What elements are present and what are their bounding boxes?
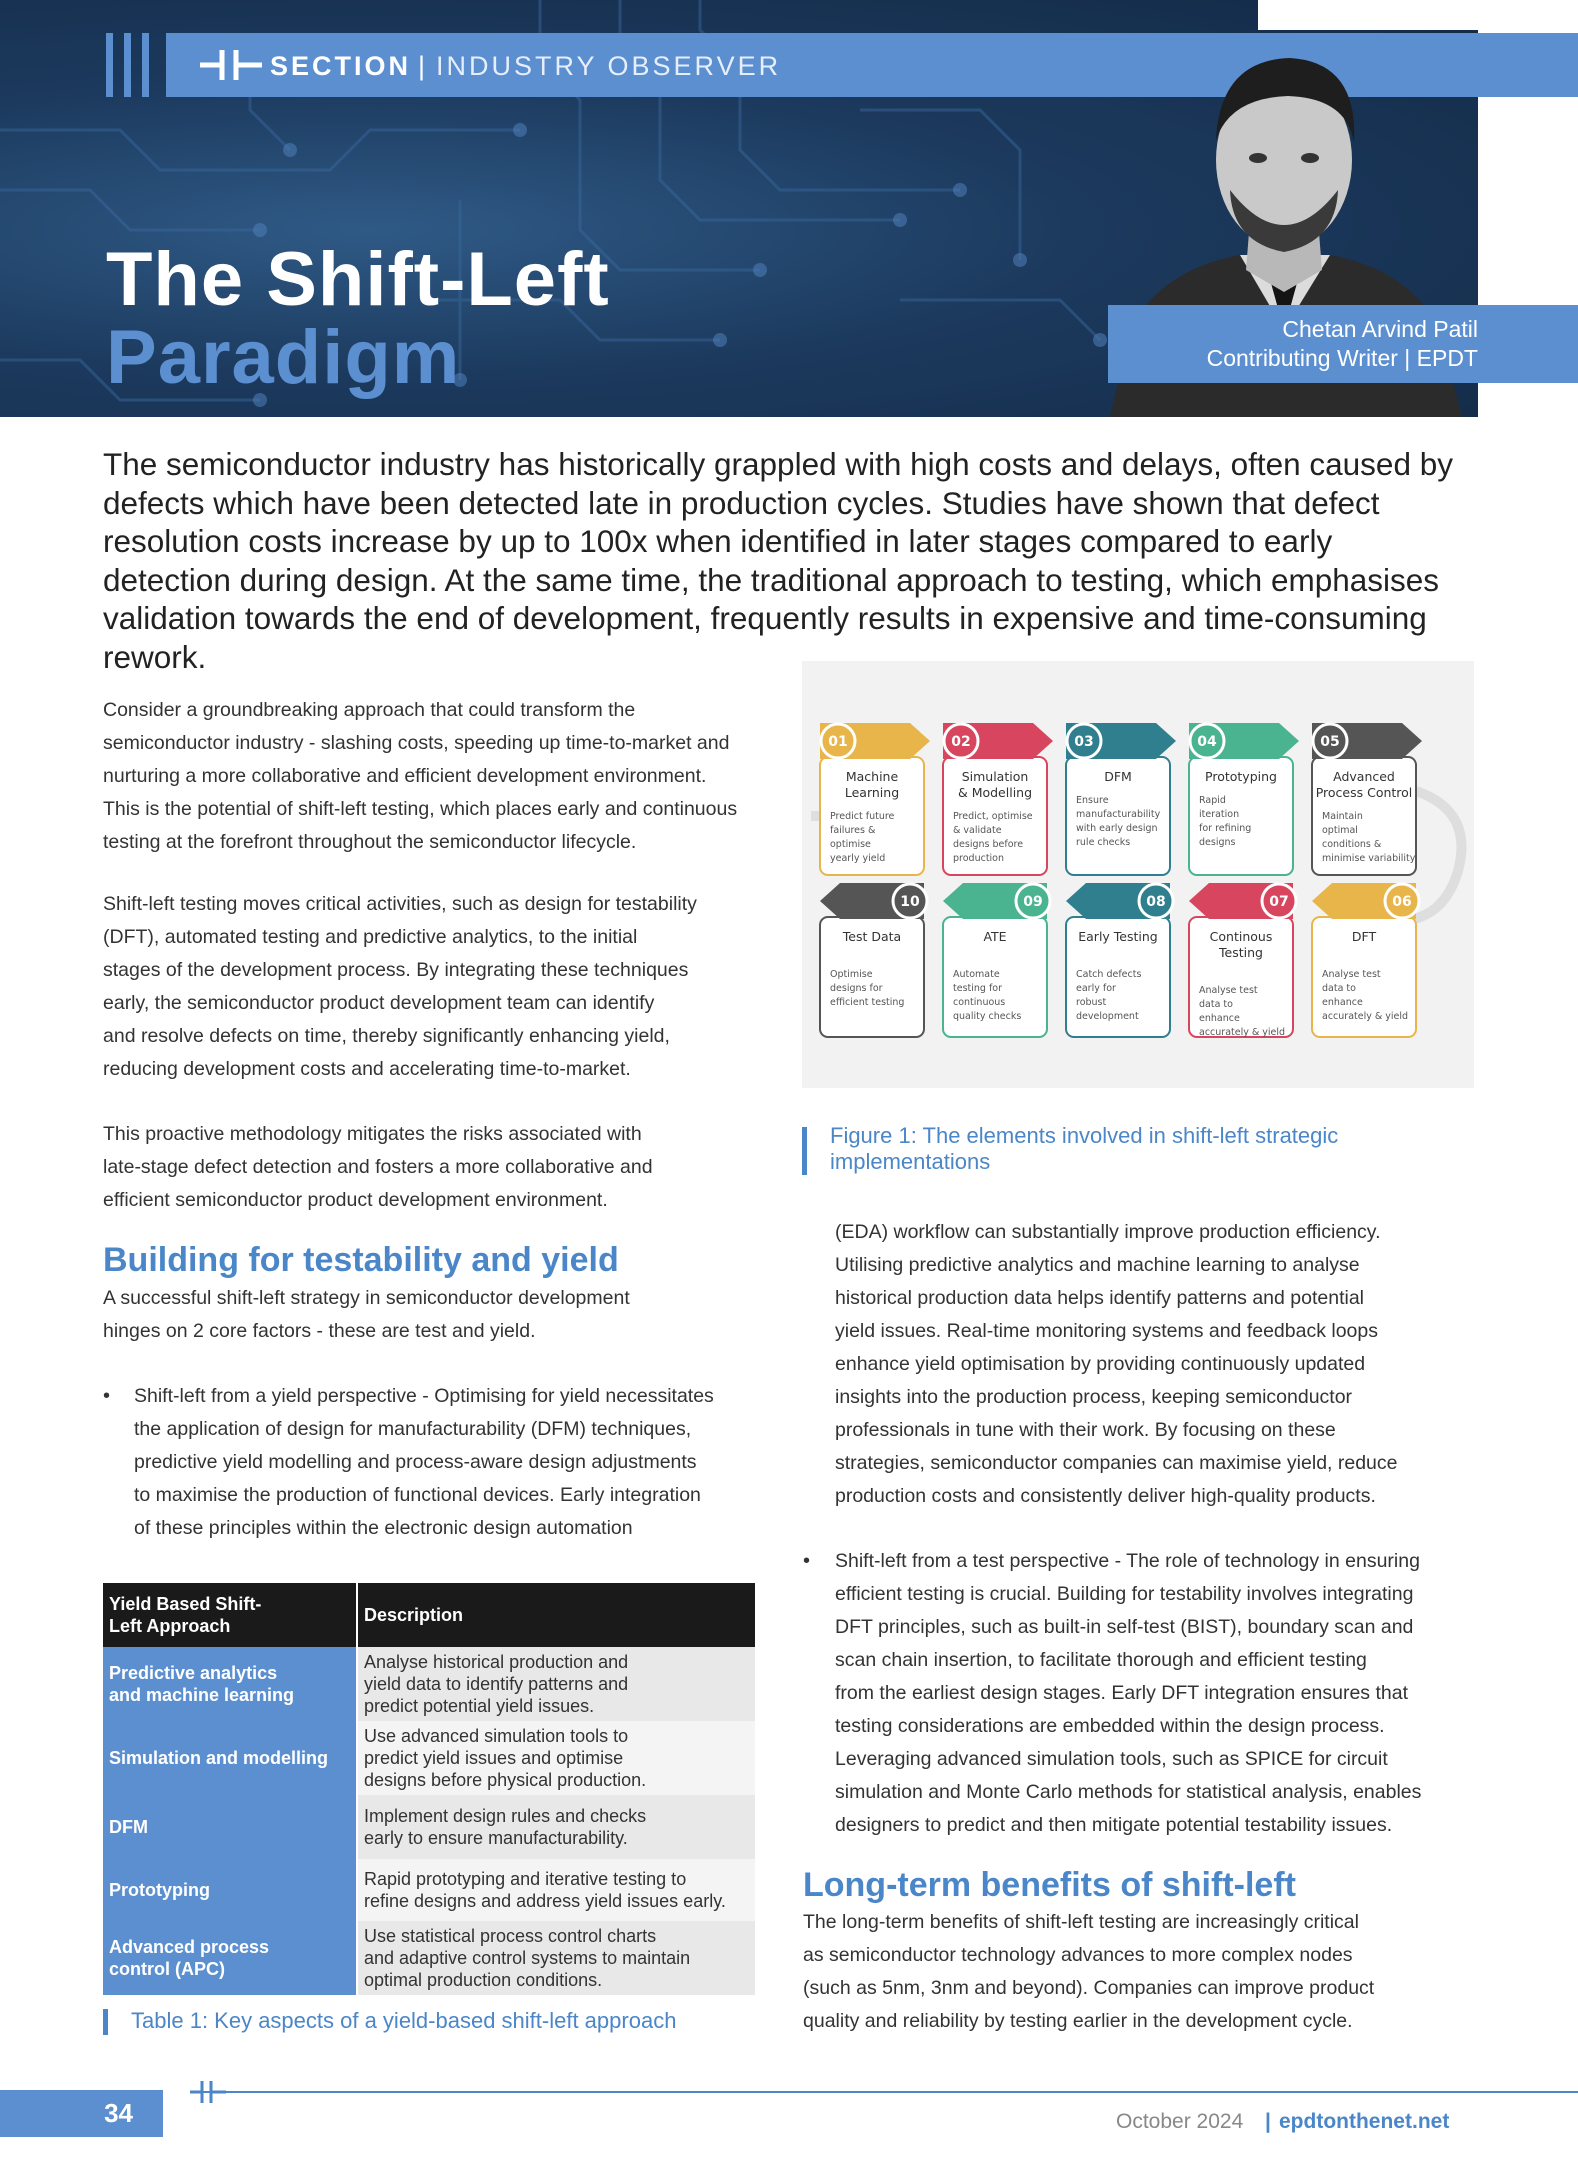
text-line: designers to predict and then mitigate potential testability issues. [835, 1814, 1393, 1836]
figure-caption-marker [802, 1127, 807, 1175]
step-title: Early Testing [1078, 929, 1158, 944]
loop-connector-right [1414, 791, 1461, 919]
header-text: Description [364, 1605, 464, 1625]
section-heading-long-term: Long-term benefits of shift-left [803, 1866, 1296, 1904]
step-description: failures & [830, 825, 876, 836]
bullet-marker: • [103, 1385, 111, 1407]
text-line: scan chain insertion, to facilitate thorough and efficient testing [835, 1649, 1367, 1671]
cell-text: refine designs and address yield issues early. [364, 1891, 726, 1911]
step-description: continuous [953, 997, 1006, 1008]
table-header-row [103, 1583, 755, 1647]
step-description: Rapid [1199, 795, 1226, 806]
text-line: of these principles within the electronic design automation [134, 1517, 633, 1539]
step-description: robust [1076, 997, 1107, 1008]
process-step-card [1189, 883, 1296, 1038]
step-title: Continous [1209, 929, 1273, 944]
text-line: early, the semiconductor product development team can identify [103, 992, 655, 1014]
step-title: Testing [1219, 945, 1263, 960]
text-line: Leveraging advanced simulation tools, such as SPICE for circuit [835, 1748, 1388, 1770]
text-line: This is the potential of shift-left testing, which places early and continuous [103, 798, 738, 820]
text-line: hinges on 2 core factors - these are test and yield. [103, 1320, 536, 1342]
step-description: early for [1076, 983, 1116, 994]
step-number: 03 [1074, 734, 1094, 750]
yield-approach-table [103, 1583, 755, 1995]
table-row [103, 1859, 755, 1921]
step-number: 06 [1392, 894, 1412, 910]
step-number: 05 [1320, 734, 1340, 750]
header-text: Yield Based Shift- [109, 1594, 262, 1614]
text-line: as semiconductor technology advances to more complex nodes [803, 1944, 1353, 1966]
step-description: with early design [1076, 823, 1158, 834]
process-step-card [943, 723, 1053, 875]
text-line: predictive yield modelling and process-aware design adjustments [134, 1451, 697, 1473]
table-cell-description [357, 1921, 755, 1995]
text-line: professionals in tune with their work. By focusing on these [835, 1419, 1336, 1441]
text-line: simulation and Monte Carlo methods for statistical analysis, enables [835, 1781, 1422, 1803]
page-number: 34 [0, 2090, 163, 2137]
title-line-1: The Shift-Left [106, 237, 610, 322]
process-step-card [943, 883, 1050, 1037]
bullet-marker: • [803, 1550, 811, 1572]
section-label: SECTION [270, 51, 412, 81]
title-line-2: Paradigm [106, 315, 461, 400]
step-title: Simulation [961, 769, 1029, 784]
step-number: 07 [1269, 894, 1289, 910]
text-line: (DFT), automated testing and predictive analytics, to the initial [103, 926, 638, 948]
footer-website-link[interactable]: epdtonthenet.net [1279, 2110, 1450, 2133]
step-title: & Modelling [957, 785, 1033, 800]
footer-separator: | [1265, 2110, 1271, 2133]
text-line: and resolve defects on time, thereby significantly enhancing yield, [103, 1025, 670, 1047]
table-row [103, 1721, 755, 1795]
step-description: enhance [1199, 1013, 1240, 1024]
author-name: Chetan Arvind Patil [1282, 316, 1478, 342]
step-number: 10 [900, 894, 920, 910]
table-cell-description [357, 1795, 755, 1859]
body-paragraph-6 [803, 1906, 1473, 2038]
text-line: to maximise the production of functional devices. Early integration [134, 1484, 701, 1506]
process-step-card [820, 883, 927, 1037]
text-line: stages of the development process. By integrating these techniques [103, 959, 689, 981]
cell-text: Prototyping [109, 1880, 210, 1900]
hero-corner [1258, 0, 1578, 30]
bullet-test-perspective [835, 1545, 1475, 1842]
cell-text: Simulation and modelling [109, 1748, 329, 1768]
text-line: strategies, semiconductor companies can maximise yield, reduce [835, 1452, 1398, 1474]
table-header-description [357, 1583, 755, 1647]
cell-text: Advanced process [109, 1937, 270, 1957]
step-description: optimise [830, 839, 871, 850]
step-description: Predict future [830, 811, 895, 822]
table-row [103, 1795, 755, 1859]
step-description: designs for [830, 983, 883, 994]
cell-text: and machine learning [109, 1685, 295, 1705]
step-description: production [953, 853, 1005, 864]
cell-text: DFM [109, 1817, 148, 1837]
text-line: testing considerations are embedded within the design process. [835, 1715, 1385, 1737]
step-description: designs before [953, 839, 1024, 850]
body-paragraph-4 [103, 1282, 783, 1348]
section-divider: | [418, 51, 426, 81]
cell-text: yield data to identify patterns and [364, 1674, 629, 1694]
table-row [103, 1921, 755, 1995]
table-cell-approach [103, 1795, 357, 1859]
author-byline [1108, 305, 1578, 383]
step-description: Automate [953, 969, 1000, 980]
step-description: designs [1199, 837, 1236, 848]
table-cell-description [357, 1647, 755, 1721]
table-cell-approach [103, 1721, 357, 1795]
step-number: 08 [1146, 894, 1166, 910]
step-description: enhance [1322, 997, 1363, 1008]
text-line: Shift-left testing moves critical activities, such as design for testability [103, 893, 697, 915]
cell-text: Predictive analytics [109, 1663, 278, 1683]
step-description: accurately & yield [1322, 1011, 1409, 1022]
text-line: semiconductor industry - slashing costs, speeding up time-to-market and [103, 732, 730, 754]
step-title: Process Control [1315, 785, 1413, 800]
step-description: Maintain [1322, 811, 1363, 822]
step-description: Optimise [830, 969, 873, 980]
step-description: testing for [953, 983, 1003, 994]
cell-text: designs before physical production. [364, 1770, 647, 1790]
step-description: efficient testing [830, 997, 905, 1008]
header-text: Left Approach [109, 1616, 231, 1636]
body-paragraph-1 [103, 694, 783, 859]
text-line: historical production data helps identify patterns and potential [835, 1287, 1365, 1309]
text-line: This proactive methodology mitigates the risks associated with [103, 1123, 642, 1145]
step-description: optimal [1322, 825, 1358, 836]
cell-text: predict yield issues and optimise [364, 1748, 624, 1768]
table-caption-marker [103, 2009, 108, 2035]
circuit-symbol-icon [200, 47, 262, 83]
text-line: Shift-left from a test perspective - The role of technology in ensuring [835, 1550, 1420, 1572]
figure-diagram [802, 661, 1474, 1088]
text-line: A successful shift-left strategy in semiconductor development [103, 1287, 630, 1309]
table-cell-approach [103, 1647, 357, 1721]
text-line: (such as 5nm, 3nm and beyond). Companies can improve product [803, 1977, 1375, 1999]
text-line: reducing development costs and accelerating time-to-market. [103, 1058, 631, 1080]
cell-text: Use statistical process control charts [364, 1926, 657, 1946]
cell-text: control (APC) [109, 1959, 225, 1979]
step-description: iteration [1199, 809, 1240, 820]
circuit-symbol-icon [190, 2078, 226, 2106]
text-line: yield issues. Real-time monitoring systems and feedback loops [835, 1320, 1379, 1342]
step-description: accurately & yield [1199, 1027, 1286, 1038]
intro-paragraph: The semiconductor industry has historically grappled with high costs and delays, often caused by defects which have been detected late in production cycles. Studies have shown that defect resolution costs increase by up to 100x when identified in later stages compared to early detection during design. At the same time, the traditional approach to testing, which emphasises validation towards the end of development, frequently results in expensive and time-consuming rework. [103, 446, 1453, 675]
step-title: Test Data [842, 929, 902, 944]
process-step-card [1312, 883, 1419, 1037]
table-header-approach [103, 1583, 357, 1647]
table-cell-approach [103, 1859, 357, 1921]
footer-rule [190, 2091, 1578, 2093]
text-line: efficient semiconductor product development environment. [103, 1189, 608, 1211]
step-description: minimise variability [1322, 853, 1416, 864]
text-line: enhance yield optimisation by providing continuously updated [835, 1353, 1366, 1375]
figure-caption: Figure 1: The elements involved in shift-left strategic implementations [830, 1123, 1339, 1174]
text-line: efficient testing is crucial. Building for testability involves integrating [835, 1583, 1414, 1605]
step-title: DFT [1351, 929, 1377, 944]
text-line: (EDA) workflow can substantially improve production efficiency. [835, 1221, 1381, 1243]
process-step-card [1189, 723, 1299, 875]
cell-text: Analyse historical production and [364, 1652, 629, 1672]
text-line: Utilising predictive analytics and machine learning to analyse [835, 1254, 1360, 1276]
step-title: Prototyping [1205, 769, 1277, 784]
text-line: The long-term benefits of shift-left testing are increasingly critical [803, 1911, 1359, 1933]
step-description: rule checks [1076, 837, 1131, 848]
table-row [103, 1647, 755, 1721]
step-description: quality checks [953, 1011, 1022, 1022]
step-title: ATE [983, 929, 1007, 944]
cell-text: predict potential yield issues. [364, 1696, 595, 1716]
text-line: testing at the forefront throughout the semiconductor lifecycle. [103, 831, 637, 853]
text-line: late-stage defect detection and fosters a more collaborative and [103, 1156, 653, 1178]
body-paragraph-3 [103, 1118, 783, 1217]
cell-text: early to ensure manufacturability. [364, 1828, 628, 1848]
text-line: from the earliest design stages. Early DFT integration ensures that [835, 1682, 1409, 1704]
text-line: Shift-left from a yield perspective - Optimising for yield necessitates [134, 1385, 714, 1407]
section-heading-testability: Building for testability and yield [103, 1241, 619, 1279]
step-description: yearly yield [830, 853, 886, 864]
step-description: Ensure [1076, 795, 1109, 806]
body-paragraph-2 [103, 888, 783, 1086]
step-number: 01 [828, 734, 848, 750]
step-description: manufacturability [1076, 809, 1161, 820]
text-line: DFT principles, such as built-in self-test (BIST), boundary scan and [835, 1616, 1414, 1638]
figure-shift-left-elements [802, 661, 1474, 1088]
step-description: development [1076, 1011, 1139, 1022]
text-line: the application of design for manufacturability (DFM) techniques, [134, 1418, 692, 1440]
section-name: INDUSTRY OBSERVER [436, 51, 782, 81]
step-number: 09 [1023, 894, 1043, 910]
step-description: Catch defects [1076, 969, 1142, 980]
process-step-card [1312, 723, 1422, 875]
step-title: Advanced [1333, 769, 1395, 784]
step-description: Predict, optimise [953, 811, 1033, 822]
process-step-card [1066, 883, 1173, 1037]
cell-text: Implement design rules and checks [364, 1806, 647, 1826]
step-description: Analyse test [1199, 985, 1258, 996]
cell-text: Use advanced simulation tools to [364, 1726, 629, 1746]
footer-date: October 2024 [1116, 2110, 1244, 2133]
step-description: conditions & [1322, 839, 1382, 850]
step-description: Analyse test [1322, 969, 1381, 980]
cell-text: Rapid prototyping and iterative testing to [364, 1869, 687, 1889]
cell-text: and adaptive control systems to maintain [364, 1948, 691, 1968]
bullet-yield-perspective [134, 1380, 784, 1545]
step-title: Machine [845, 769, 899, 784]
body-paragraph-5 [835, 1216, 1475, 1513]
text-line: insights into the production process, keeping semiconductor [835, 1386, 1353, 1408]
table-cell-approach [103, 1921, 357, 1995]
author-role: Contributing Writer | EPDT [1206, 345, 1478, 371]
step-number: 02 [951, 734, 971, 750]
text-line: production costs and consistently deliver high-quality products. [835, 1485, 1376, 1507]
step-number: 04 [1197, 734, 1217, 750]
step-title: DFM [1104, 769, 1132, 784]
step-description: data to [1199, 999, 1233, 1010]
step-description: data to [1322, 983, 1356, 994]
cell-text: optimal production conditions. [364, 1970, 603, 1990]
process-step-card [1066, 723, 1176, 875]
table-caption: Table 1: Key aspects of a yield-based shift-left approach [131, 2008, 677, 2033]
table-cell-description [357, 1859, 755, 1921]
step-description: for refining [1199, 823, 1252, 834]
table-cell-description [357, 1721, 755, 1795]
process-step-card [820, 723, 930, 875]
text-line: quality and reliability by testing earlier in the development cycle. [803, 2010, 1353, 2032]
text-line: nurturing a more collaborative and efficient development environment. [103, 765, 707, 787]
step-description: & validate [953, 825, 1002, 836]
text-line: Consider a groundbreaking approach that could transform the [103, 699, 636, 721]
step-title: Learning [844, 785, 900, 800]
